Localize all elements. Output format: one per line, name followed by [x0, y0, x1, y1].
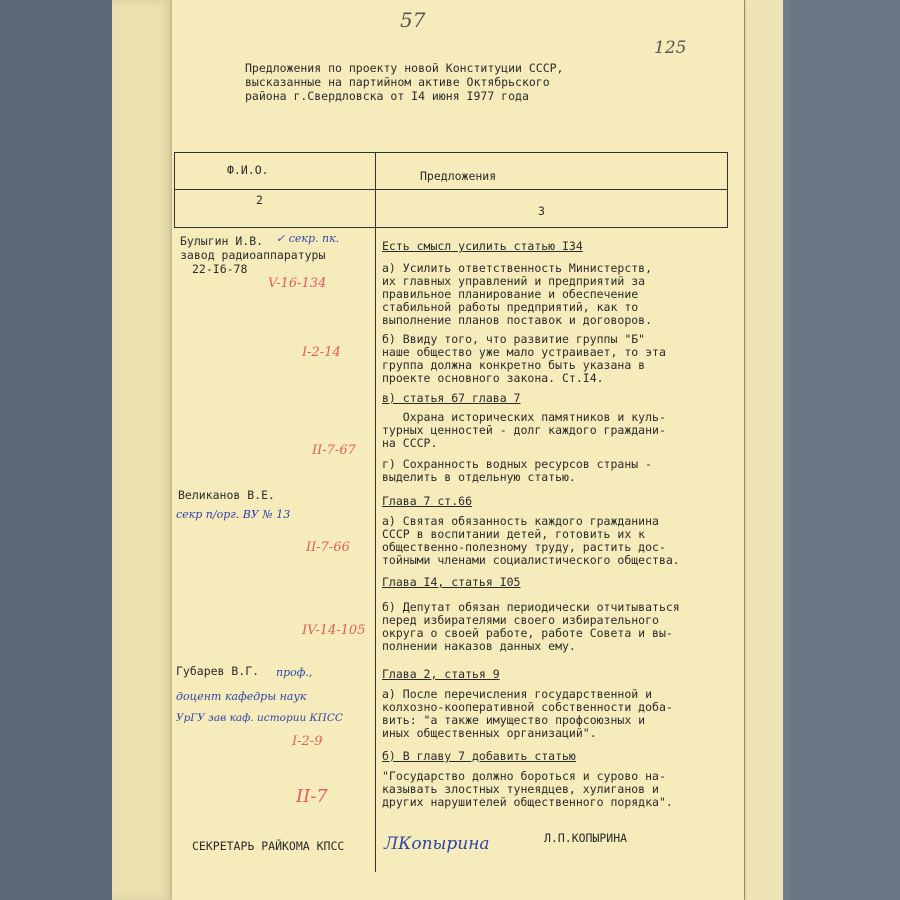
proposal-text-line: иных общественных организаций".	[382, 726, 597, 740]
person-name: Губарев В.Г.	[176, 664, 260, 678]
archive-sheet-number: 125	[654, 38, 687, 58]
proposal-text-line: перед избирателями своего избирательного	[382, 613, 659, 627]
table-numbering-divider	[174, 227, 728, 228]
column-header-proposals: Предложения	[420, 169, 497, 183]
desk-background-left	[0, 0, 115, 900]
handwritten-note: доцент кафедры наук	[176, 690, 307, 703]
proposal-text-line: правильное планирование и обеспечение	[382, 287, 639, 301]
document-page	[172, 0, 744, 900]
proposal-subheading: в) статья 67 глава 7	[382, 391, 521, 405]
column-header-name: Ф.И.О.	[227, 163, 269, 177]
proposal-subheading: б) В главу 7 добавить статью	[382, 749, 576, 763]
handwritten-note: секр п/орг. ВУ № 13	[176, 508, 291, 521]
red-reference-mark: II-7-66	[306, 540, 350, 555]
red-reference-mark: I-2-14	[302, 345, 341, 360]
proposal-text-line: "Государство должно бороться и сурово на-	[382, 769, 666, 783]
proposal-text-line: выполнение планов поставок и договоров.	[382, 313, 653, 327]
red-reference-mark: II-7-67	[312, 443, 356, 458]
proposal-text-line: а) Усилить ответственность Министерств,	[382, 261, 653, 275]
red-reference-mark: IV-14-105	[302, 623, 366, 638]
proposal-text-line: г) Сохранность водных ресурсов страны -	[382, 457, 653, 471]
proposal-text-line: СССР в воспитании детей, готовить их к	[382, 527, 646, 541]
handwritten-note: ✓ секр. пк.	[276, 232, 340, 245]
proposal-text-line: б) Депутат обязан периодически отчитываться	[382, 600, 680, 614]
handwritten-note: проф.,	[276, 666, 313, 679]
page-stack-edge	[744, 0, 767, 900]
table-left-border	[174, 152, 175, 227]
person-phone: 22-I6-78	[192, 262, 248, 276]
proposal-text-line: колхозно-кооперативной собственности доба-	[382, 700, 673, 714]
proposal-text-line: а) После перечисления государственной и	[382, 687, 653, 701]
proposal-heading: Глава I4, статья I05	[382, 575, 521, 589]
column-number-3: 3	[538, 204, 545, 218]
proposal-text-line: на СССР.	[382, 436, 438, 450]
person-workplace: завод радиоаппаратуры	[180, 248, 326, 262]
proposal-text-line: казывать злостных тунеядцев, хулиганов и	[382, 782, 659, 796]
proposal-text-line: группа должна конкретно быть указана в	[382, 358, 646, 372]
signatory-name: Л.П.КОПЫРИНА	[544, 831, 628, 845]
document-title-line-3: района г.Свердловска от I4 июня I977 года	[245, 89, 529, 103]
proposal-text-line: их главных управлений и предприятий за	[382, 274, 646, 288]
red-reference-mark: II-7	[296, 786, 328, 807]
signatory-role: СЕКРЕТАРЬ РАЙКОМА КПСС	[192, 839, 345, 853]
person-name: Булыгин И.В.	[180, 234, 264, 248]
proposal-text-line: наше общество уже мало устраивает, то эта	[382, 345, 666, 359]
table-column-divider	[375, 152, 376, 872]
handwritten-note: УрГУ зав каф. истории КПСС	[176, 712, 343, 724]
table-header-divider	[174, 189, 728, 190]
page-number-handwritten: 57	[400, 8, 426, 32]
proposal-text-line: стабильной работы предприятий, как то	[382, 300, 639, 314]
column-number-2: 2	[256, 193, 263, 207]
red-reference-mark: V-16-134	[268, 276, 327, 291]
proposal-text-line: а) Святая обязанность каждого гражданина	[382, 514, 659, 528]
proposal-heading: Глава 2, статья 9	[382, 667, 500, 681]
table-right-border	[727, 152, 728, 227]
proposal-text-line: общественно-полезному труду, растить дос-	[382, 540, 666, 554]
document-title-line-1: Предложения по проекту новой Конституции СССР,	[245, 61, 564, 75]
proposal-text-line: турных ценностей - долг каждого граждани-	[382, 423, 666, 437]
proposal-text-line: полнении наказов данных ему.	[382, 639, 576, 653]
desk-background-right	[790, 0, 900, 900]
proposal-text-line: выделить в отдельную статью.	[382, 470, 576, 484]
table-top-border	[174, 152, 728, 153]
previous-page-edge	[112, 0, 175, 900]
red-reference-mark: I-2-9	[292, 734, 323, 749]
proposal-heading: Есть смысл усилить статью I34	[382, 239, 583, 253]
proposal-text-line: проекте основного закона. Ст.I4.	[382, 371, 604, 385]
proposal-heading: Глава 7 ст.66	[382, 494, 473, 508]
proposal-text-line: Охрана исторических памятников и куль-	[382, 410, 666, 424]
proposal-text-line: б) Ввиду того, что развитие группы "Б"	[382, 332, 646, 346]
proposal-text-line: других нарушителей общественного порядка".	[382, 795, 673, 809]
proposal-text-line: округа о своей работе, работе Совета и вы-	[382, 626, 673, 640]
person-name: Великанов В.Е.	[178, 488, 275, 502]
proposal-text-line: тойными членами социалистического общества.	[382, 553, 680, 567]
document-title-line-2: высказанные на партийном активе Октябрьского	[245, 75, 550, 89]
proposal-text-line: вить: "а также имущество профсоюзных и	[382, 713, 646, 727]
handwritten-signature: ЛКопырина	[384, 834, 490, 854]
